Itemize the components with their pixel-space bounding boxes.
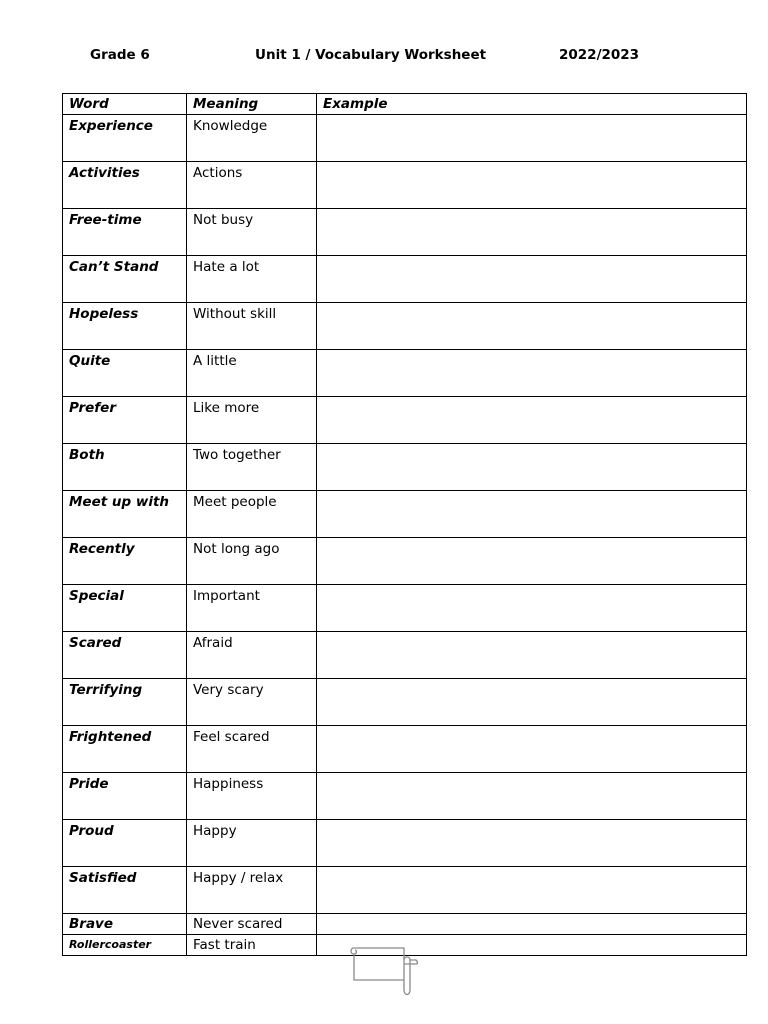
scroll-icon	[348, 940, 420, 998]
example-cell[interactable]	[317, 491, 747, 538]
example-cell[interactable]	[317, 444, 747, 491]
word-cell: Special	[63, 585, 187, 632]
meaning-cell: Afraid	[187, 632, 317, 679]
example-cell[interactable]	[317, 867, 747, 914]
meaning-cell: Like more	[187, 397, 317, 444]
column-header-word: Word	[63, 94, 187, 115]
word-cell: Quite	[63, 350, 187, 397]
table-header-row	[63, 94, 747, 115]
word-cell: Satisfied	[63, 867, 187, 914]
table-row	[63, 303, 747, 350]
word-cell: Recently	[63, 538, 187, 585]
meaning-cell: Actions	[187, 162, 317, 209]
table-row	[63, 726, 747, 773]
meaning-cell: Knowledge	[187, 115, 317, 162]
meaning-cell: Happiness	[187, 773, 317, 820]
word-cell: Prefer	[63, 397, 187, 444]
meaning-cell: Not busy	[187, 209, 317, 256]
example-cell[interactable]	[317, 397, 747, 444]
word-cell: Meet up with	[63, 491, 187, 538]
meaning-cell: Happy / relax	[187, 867, 317, 914]
column-header-meaning: Meaning	[187, 94, 317, 115]
example-cell[interactable]	[317, 914, 747, 935]
word-cell: Proud	[63, 820, 187, 867]
example-cell[interactable]	[317, 538, 747, 585]
word-cell: Both	[63, 444, 187, 491]
table-row	[63, 632, 747, 679]
meaning-cell: Meet people	[187, 491, 317, 538]
grade-label: Grade 6	[90, 47, 150, 63]
example-cell[interactable]	[317, 303, 747, 350]
example-cell[interactable]	[317, 679, 747, 726]
table-row	[63, 350, 747, 397]
table-row	[63, 820, 747, 867]
word-cell: Hopeless	[63, 303, 187, 350]
meaning-cell: Hate a lot	[187, 256, 317, 303]
table-row	[63, 491, 747, 538]
meaning-cell: Very scary	[187, 679, 317, 726]
example-cell[interactable]	[317, 209, 747, 256]
table-row	[63, 773, 747, 820]
word-cell: Experience	[63, 115, 187, 162]
worksheet-header	[0, 47, 768, 67]
example-cell[interactable]	[317, 632, 747, 679]
meaning-cell: Fast train	[187, 935, 317, 956]
vocabulary-table	[62, 93, 747, 956]
example-cell[interactable]	[317, 350, 747, 397]
example-cell[interactable]	[317, 773, 747, 820]
table-row	[63, 115, 747, 162]
example-cell[interactable]	[317, 585, 747, 632]
table-row	[63, 679, 747, 726]
meaning-cell: Never scared	[187, 914, 317, 935]
table-row	[63, 209, 747, 256]
meaning-cell: Important	[187, 585, 317, 632]
word-cell: Scared	[63, 632, 187, 679]
table-row	[63, 585, 747, 632]
table-row	[63, 444, 747, 491]
example-cell[interactable]	[317, 162, 747, 209]
example-cell[interactable]	[317, 726, 747, 773]
meaning-cell: Feel scared	[187, 726, 317, 773]
school-year: 2022/2023	[559, 47, 640, 63]
meaning-cell: Happy	[187, 820, 317, 867]
word-cell: Pride	[63, 773, 187, 820]
word-cell: Can’t Stand	[63, 256, 187, 303]
table-row	[63, 914, 747, 935]
example-cell[interactable]	[317, 820, 747, 867]
word-cell: Rollercoaster	[63, 935, 187, 956]
example-cell[interactable]	[317, 115, 747, 162]
meaning-cell: Two together	[187, 444, 317, 491]
meaning-cell: A little	[187, 350, 317, 397]
word-cell: Free-time	[63, 209, 187, 256]
word-cell: Terrifying	[63, 679, 187, 726]
word-cell: Frightened	[63, 726, 187, 773]
column-header-example: Example	[317, 94, 747, 115]
table-row	[63, 256, 747, 303]
example-cell[interactable]	[317, 256, 747, 303]
table-row	[63, 538, 747, 585]
table-row	[63, 162, 747, 209]
worksheet-title: Unit 1 / Vocabulary Worksheet	[255, 47, 487, 63]
meaning-cell: Not long ago	[187, 538, 317, 585]
word-cell: Brave	[63, 914, 187, 935]
word-cell: Activities	[63, 162, 187, 209]
meaning-cell: Without skill	[187, 303, 317, 350]
table-row	[63, 397, 747, 444]
table-row	[63, 867, 747, 914]
